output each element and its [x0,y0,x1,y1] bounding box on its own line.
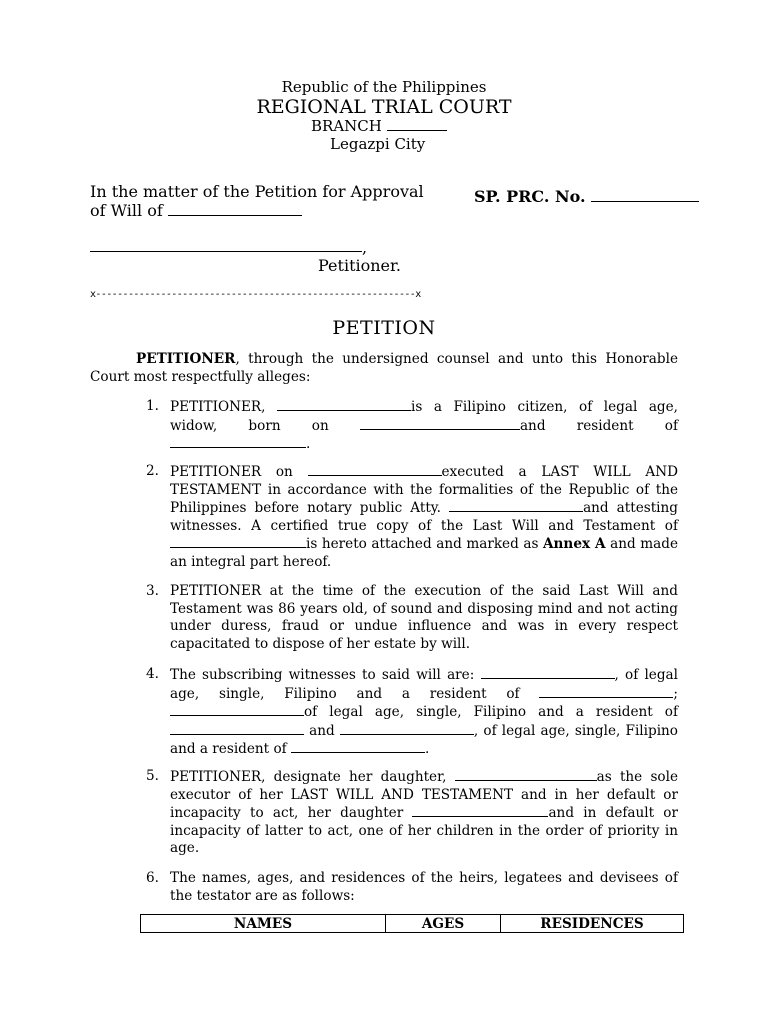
item-3: PETITIONER at the time of the execution of the said Last Will and Testament was 86 years old, of sound and disposing mind and not acting under duress, fraud or undue influence and was in every respect capacitated to dispose of her estate by will. [170,583,678,652]
item-2-part-e: and made an integral part hereof. [170,536,678,570]
item-4-residence3-blank [291,740,425,753]
item-5-number: 5. [146,768,159,784]
branch-label: BRANCH [311,117,382,135]
heirs-table-header-row [141,915,684,933]
item-1 [170,398,678,454]
item-4-part-c: ; [673,685,678,702]
republic-heading: Republic of the Philippines [281,78,487,96]
item-4-part-f: , of legal age, single, Filipino and a resident of [170,722,678,758]
item-5 [170,768,678,858]
item-4 [170,666,678,759]
petitioner-comma: , [362,238,368,257]
item-4-part-g: . [425,741,430,758]
item-1-residence-blank [170,435,306,448]
item-4-residence1-blank [539,685,673,698]
item-1-name-blank [277,398,411,411]
branch-blank [387,129,447,131]
matter-line-2 [90,201,302,220]
item-1-number: 1. [146,398,159,414]
matter-line-2-text: of Will of [90,201,163,220]
caption-separator: x-----------------------------------------------------------x [90,289,421,300]
item-2-part-d: is hereto attached and marked as [306,536,539,553]
item-1-part-c: and resident of [519,417,678,434]
item-5-alternate-blank [412,804,548,817]
residences-column-header: RESIDENCES [501,915,684,933]
item-2-part-c: and attesting witnesses. A certified true copy of the Last Will and Testament of [170,500,678,534]
item-4-part-e: and [309,722,335,739]
item-2-date-blank [308,463,442,476]
item-4-witness3-blank [340,722,474,735]
item-5-part-c: and in default or incapacity of latter to act, one of her children in the order of priority in age. [170,805,678,857]
case-number-blank [591,200,699,202]
item-5-part-b: as the sole executor of her LAST WILL AND TESTAMENT and in her default or incapacity to act, her daughter [170,769,678,822]
item-4-residence2-blank [170,722,304,735]
item-5-executor-blank [455,768,597,781]
item-4-part-a: The subscribing witnesses to said will are: [170,667,475,683]
petitioner-name-blank [90,251,362,252]
item-4-part-b: , of legal age, single, Filipino and a resident of [170,667,678,702]
item-2-part-b: executed a LAST WILL AND TESTAMENT in accordance with the formalities of the Republic of the Philippines before notary public Atty. [170,464,679,517]
item-2-testator-blank [170,535,306,548]
item-1-part-a: PETITIONER, [170,399,266,415]
item-4-number: 4. [146,666,159,682]
intro-lead: PETITIONER [136,351,236,367]
case-number-label: SP. PRC. No. [474,187,586,206]
item-4-witness1-blank [481,666,615,679]
petitioner-label: Petitioner. [318,256,401,275]
names-column-header: NAMES [141,915,386,933]
item-2-number: 2. [146,463,159,479]
matter-line-1: In the matter of the Petition for Approval [90,182,424,201]
item-6: The names, ages, and residences of the heirs, legatees and devisees of the testator are as follows: [170,870,678,904]
item-4-part-d: of legal age, single, Filipino and a resident of [304,704,678,721]
testator-name-blank [168,214,302,216]
document-title: PETITION [332,317,436,339]
item-3-number: 3. [146,583,159,599]
ages-column-header: AGES [386,915,501,933]
branch-line [311,117,447,135]
item-1-part-b: is a Filipino citizen, of legal age, widow, born on [170,399,678,434]
item-6-number: 6. [146,870,159,886]
item-4-witness2-blank [170,703,304,716]
court-heading: REGIONAL TRIAL COURT [256,96,512,118]
item-1-part-d: . [306,436,311,453]
item-2-annex: Annex A [543,536,606,553]
item-1-birth-blank [360,417,520,430]
case-number [474,187,699,206]
item-2-part-a: PETITIONER on [170,464,293,480]
intro-paragraph [90,351,678,386]
heirs-table [140,914,684,933]
item-2 [170,463,678,572]
city-heading: Legazpi City [330,135,426,153]
item-5-part-a: PETITIONER, designate her daughter, [170,769,447,785]
item-2-notary-blank [449,499,583,512]
intro-text: , through the undersigned counsel and unto this Honorable Court most respectfully alleges: [90,351,678,385]
